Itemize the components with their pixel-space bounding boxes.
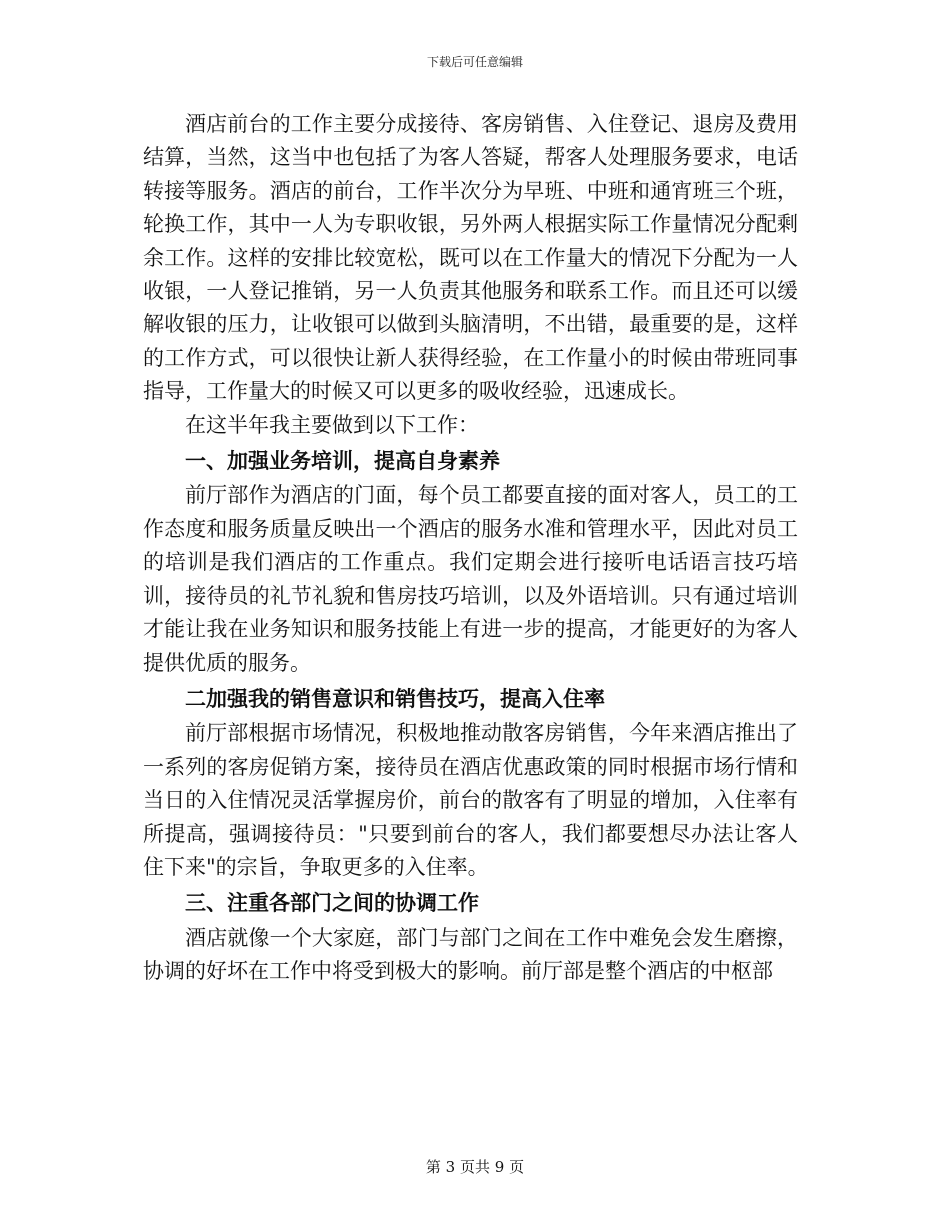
section-heading: 二加强我的销售意识和销售技巧，提高入住率 (185, 685, 605, 711)
document-body (143, 108, 798, 989)
page-footer: 第 3 页共 9 页 (425, 1158, 525, 1176)
page-header: 下载后可任意编辑 (426, 55, 523, 69)
body-paragraph: 在这半年我主要做到以下工作： (185, 412, 479, 437)
section-heading: 一、加强业务培训，提高自身素养 (185, 448, 500, 474)
body-paragraph: 酒店就像一个大家庭，部门与部门之间在工作中难免会发生磨擦，协调的好坏在工作中将受到极大的影响。前厅部是整个酒店的中枢部 (143, 925, 798, 984)
body-paragraph: 前厅部作为酒店的门面，每个员工都要直接的面对客人，员工的工作态度和服务质量反映出一个酒店的服务水准和管理水平，因此对员工的培训是我们酒店的工作重点。我们定期会进行接听电话语言技巧培训，接待员的礼节礼貌和售房技巧培训，以及外语培训。只有通过培训才能让我在业务知识和服务技能上有进一步的提高，才能更好的为客人提供优质的服务。 (143, 483, 798, 675)
body-paragraph: 酒店前台的工作主要分成接待、客房销售、入住登记、退房及费用结算，当然，这当中也包括了为客人答疑，帮客人处理服务要求，电话转接等服务。酒店的前台，工作半次分为早班、中班和通宵班三个班，轮换工作，其中一人为专职收银，另外两人根据实际工作量情况分配剩余工作。这样的安排比较宽松，既可以在工作量大的情况下分配为一人收银，一人登记推销，另一人负责其他服务和联系工作。而且还可以缓解收银的压力，让收银可以做到头脑清明，不出错，最重要的是，这样的工作方式，可以很快让新人获得经验，在工作量小的时候由带班同事指导，工作量大的时候又可以更多的吸收经验，迅速成长。 (143, 112, 798, 404)
body-paragraph: 前厅部根据市场情况，积极地推动散客房销售，今年来酒店推出了一系列的客房促销方案，接待员在酒店优惠政策的同时根据市场行情和当日的入住情况灵活掌握房价，前台的散客有了明显的增加，入住率有所提高，强调接待员："只要到前台的客人，我们都要想尽办法让客人住下来"的宗旨，争取更多的入住率。 (143, 721, 798, 879)
section-heading: 三、注重各部门之间的协调工作 (185, 890, 479, 916)
